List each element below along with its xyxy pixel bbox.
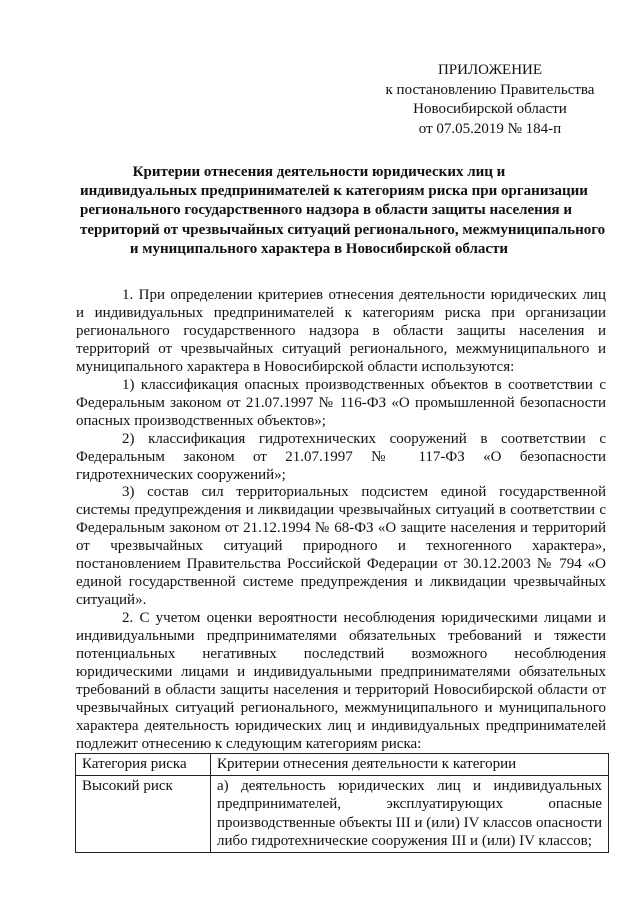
table-cell-category: Высокий риск — [76, 775, 211, 852]
appendix-decree-line: к постановлению Правительства — [385, 81, 595, 98]
appendix-date-number: от 07.05.2019 № 184-п — [418, 120, 562, 137]
appendix-region-line: Новосибирской области — [413, 101, 567, 117]
document-title — [80, 163, 606, 259]
title-line: территорий от чрезвычайных ситуаций регионального, межмуниципального — [80, 221, 606, 238]
paragraph-1-item-3: 3) состав сил территориальных подсистем единой государственной системы предупреждения и ликвидации чрезвычайных ситуаций в соответствии с Федеральным законом от 21.12.1994 № 68-ФЗ «О защите населения и территорий от чрезвычайных ситуаций природного и техногенного характера», постановлением Правительства Российской Федерации от 30.12.2003 № 794 «О единой государственной системе предупреждения и ликвидации чрезвычайных ситуаций». — [76, 484, 606, 609]
table-header-category: Категория риска — [76, 754, 211, 776]
appendix-label: ПРИЛОЖЕНИЕ — [437, 62, 543, 78]
paragraph-1-item-2: 2) классификация гидротехнических сооружений в соответствии с Федеральным законом от 21.07.1997 № 117-ФЗ «О безопасности гидротехнических сооружений»; — [76, 430, 606, 483]
title-line: и муниципального характера в Новосибирской области — [129, 240, 509, 257]
risk-category-table — [75, 753, 609, 853]
title-line: регионального государственного надзора в области защиты населения и — [80, 202, 572, 219]
table-row — [76, 775, 609, 852]
table-header-criteria: Критерии отнесения деятельности к категории — [211, 754, 609, 776]
title-line: Критерии отнесения деятельности юридических лиц и — [132, 164, 506, 180]
appendix-header — [380, 61, 600, 139]
title-line: индивидуальных предпринимателей к категориям риска при организации — [80, 183, 588, 200]
document-body — [76, 287, 606, 754]
table-header-row — [76, 754, 609, 776]
paragraph-2: 2. С учетом оценки вероятности несоблюдения юридическими лицами и индивидуальными предпринимателями обязательных требований и тяжести потенциальных негативных последствий возможного несоблюдения юридическими лицами и индивидуальными предпринимателями обязательных требований в области защиты населения и территорий Новосибирской области от чрезвычайных ситуаций регионального, межмуниципального и муниципального характера деятельность юридических лиц и индивидуальных предпринимателей подлежит отнесению к следующим категориям риска: — [76, 610, 606, 752]
paragraph-1: 1. При определении критериев отнесения деятельности юридических лиц и индивидуальных предпринимателей к категориям риска при организации регионального государственного надзора в области защиты населения и территорий от чрезвычайных ситуаций регионального, межмуниципального и муниципального характера в Новосибирской области используются: — [76, 287, 606, 375]
table-cell-criteria: а) деятельность юридических лиц и индивидуальных предпринимателей, эксплуатирующих опасные производственные объекты III и (или) IV классов опасности либо гидротехнические сооружения III и (или) IV классов; — [211, 775, 609, 852]
paragraph-1-item-1: 1) классификация опасных производственных объектов в соответствии с Федеральным законом от 21.07.1997 № 116-ФЗ «О промышленной безопасности опасных производственных объектов»; — [76, 376, 606, 429]
